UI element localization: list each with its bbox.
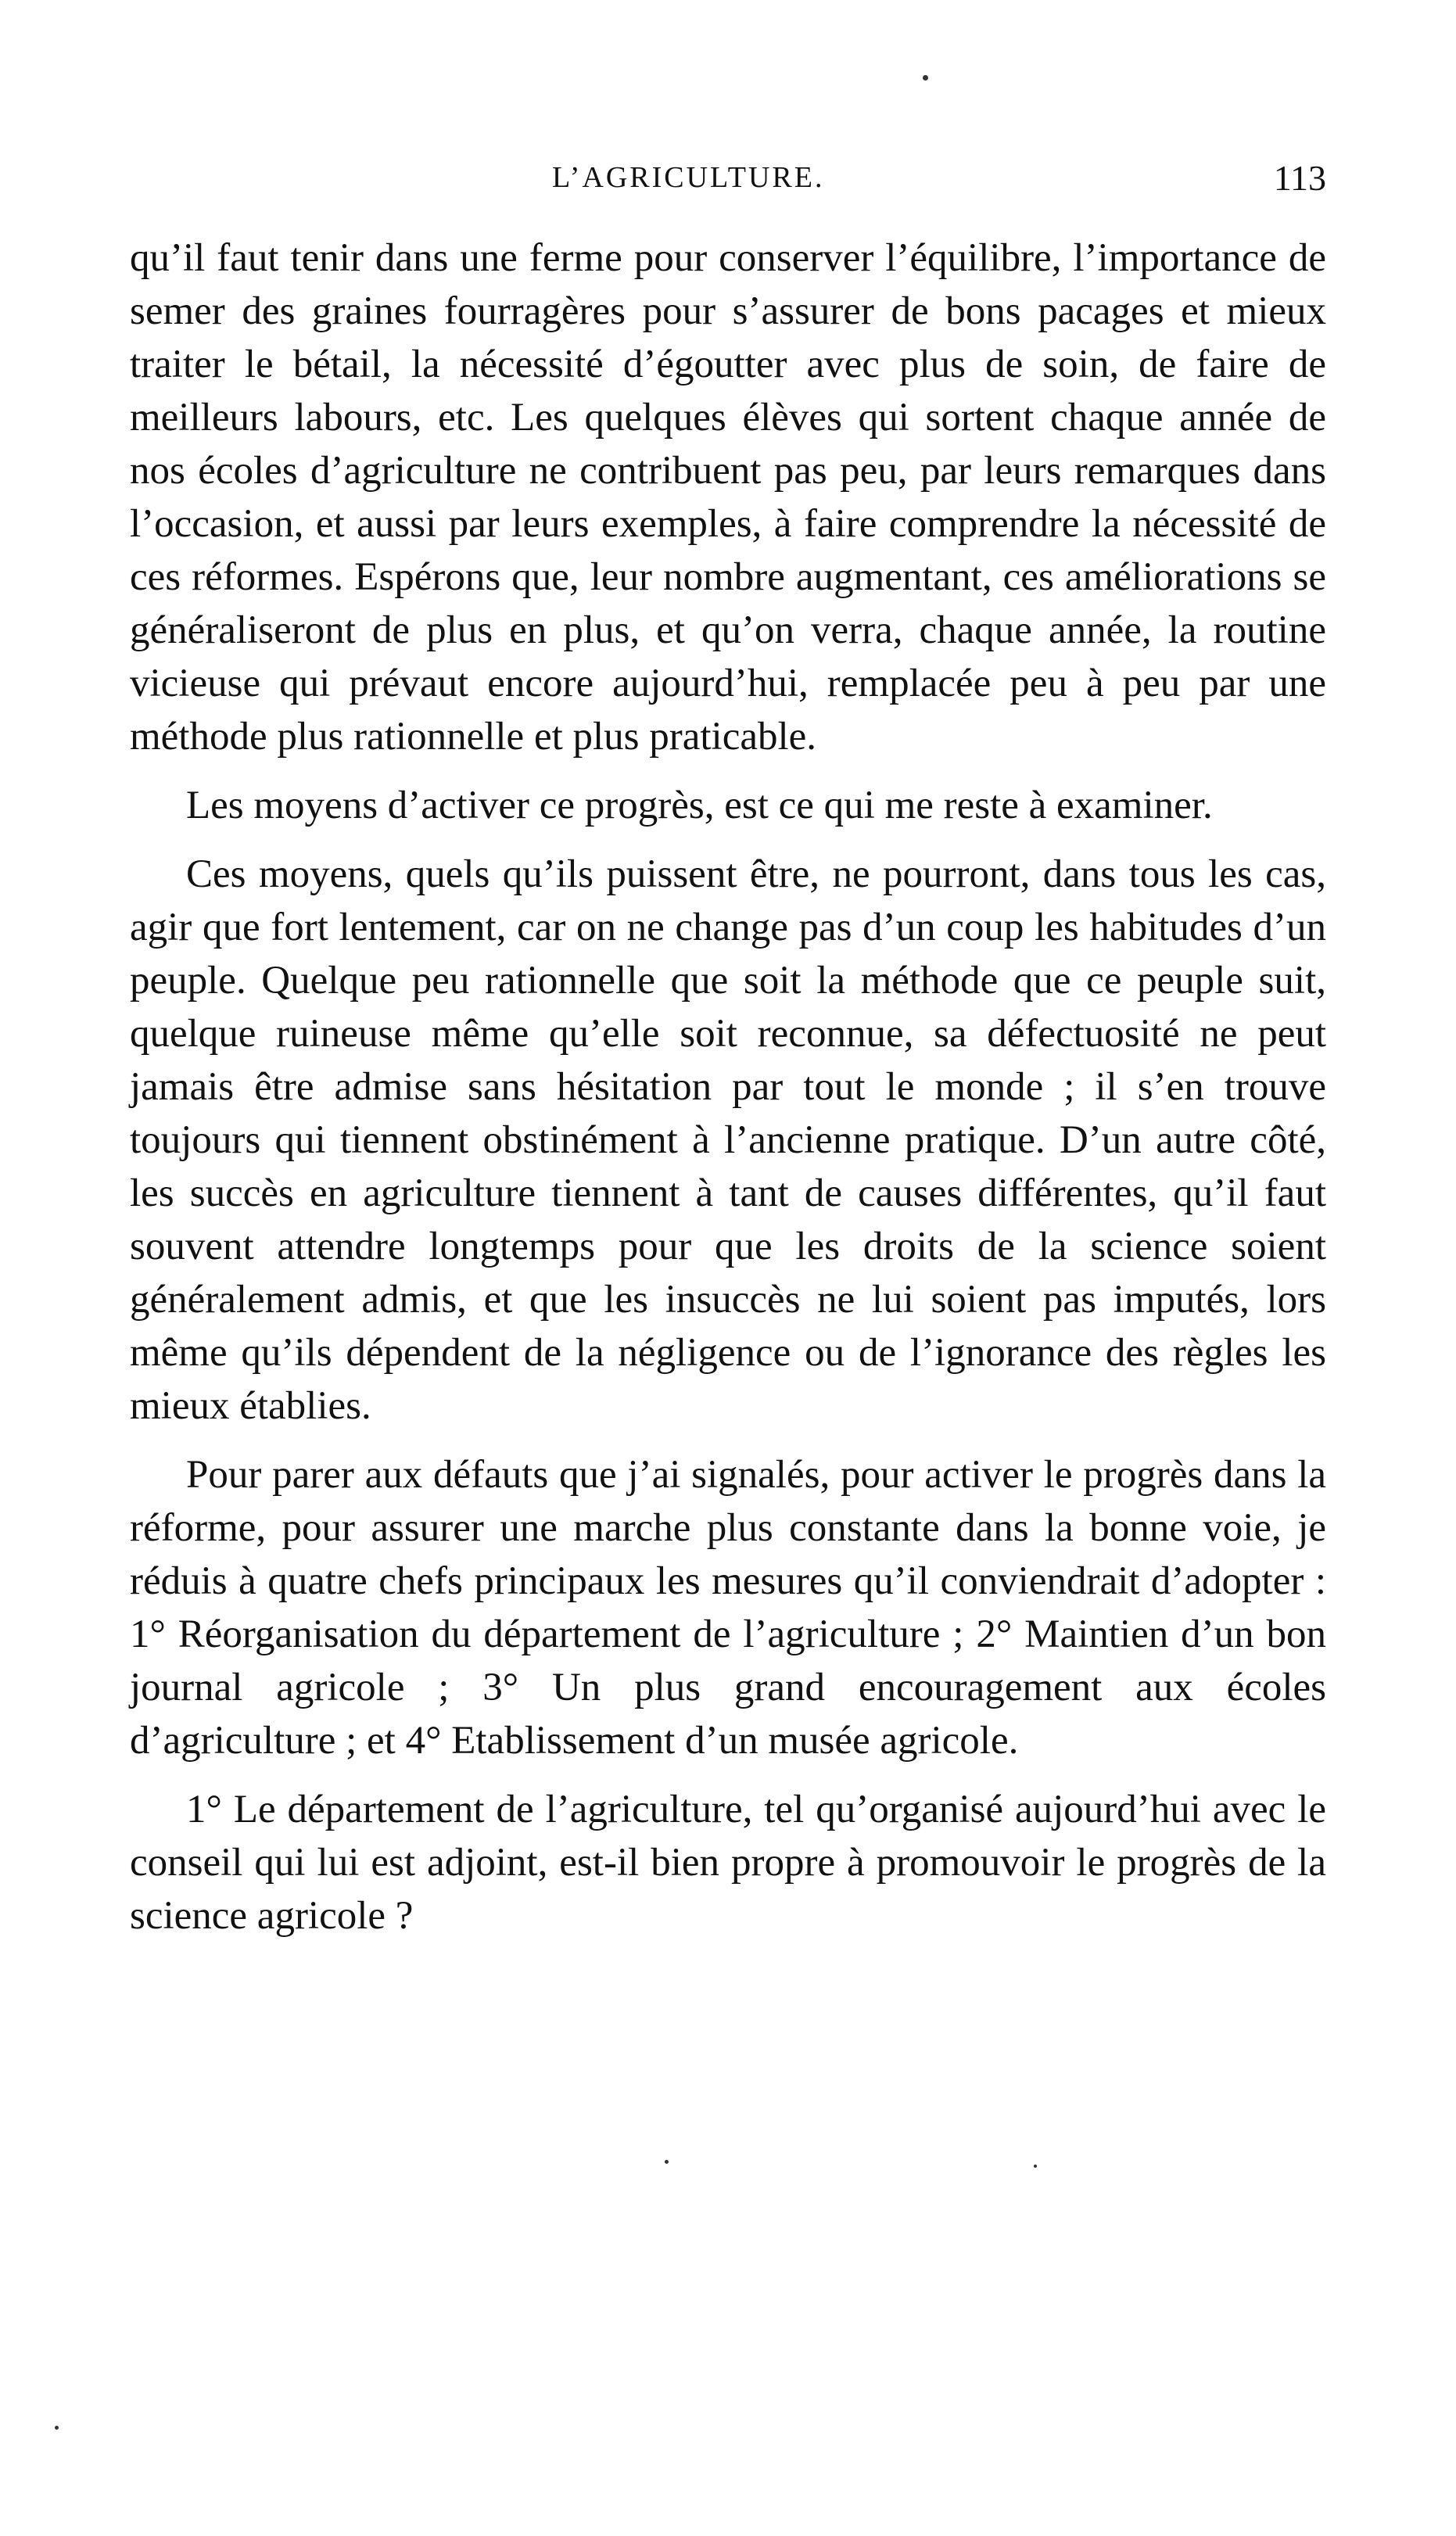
page-header xyxy=(130,160,1326,215)
running-title: L’AGRICULTURE. xyxy=(552,161,825,194)
paragraph: Les moyens d’activer ce progrès, est ce qui me reste à examiner. xyxy=(186,784,1213,827)
paragraph: Pour parer aux défauts que j’ai signalés, pour activer le progrès dans la réforme, pour assurer une marche plus constante dans la bonne voie, je réduis à quatre chefs principaux les mesures qu’il conviendrait d’adopter : 1° Réorganisation du département de l’agriculture ; 2° Maintien d’un bon journal agricole ; 3° Un plus grand encouragement aux écoles d’agriculture ; et 4° Etablissement d’un musée agricole. xyxy=(130,1453,1326,1763)
page-number: 113 xyxy=(1273,158,1326,198)
ink-speck xyxy=(665,2160,669,2164)
ink-speck xyxy=(55,2426,59,2430)
ink-speck xyxy=(923,75,928,81)
ink-speck xyxy=(1034,2165,1037,2168)
paragraph: qu’il faut tenir dans une ferme pour conserver l’équilibre, l’importance de semer des graines fourragères pour s’assurer de bons pacages et mieux traiter le bétail, la nécessité d’égoutter avec plus de soin, de faire de meilleurs labours, etc. Les quelques élèves qui sortent chaque année de nos écoles d’agriculture ne contribuent pas peu, par leurs remarques dans l’occasion, et aussi par leurs exemples, à faire comprendre la nécessité de ces réformes. Espérons que, leur nombre augmentant, ces améliorations se généraliseront de plus en plus, et qu’on verra, chaque année, la routine vicieuse qui prévaut encore aujourd’hui, remplacée peu à peu par une méthode plus rationnelle et plus praticable. xyxy=(130,236,1326,759)
body-text xyxy=(130,231,1326,1942)
paragraph: 1° Le département de l’agriculture, tel qu’organisé aujourd’hui avec le conseil qui lui est adjoint, est-il bien propre à promouvoir le progrès de la science agricole ? xyxy=(130,1788,1326,1938)
paragraph: Ces moyens, quels qu’ils puissent être, ne pourront, dans tous les cas, agir que fort lentement, car on ne change pas d’un coup les habitudes d’un peuple. Quelque peu rationnelle que soit la méthode que ce peuple suit, quelque ruineuse même qu’elle soit reconnue, sa défectuosité ne peut jamais être admise sans hésitation par tout le monde ; il s’en trouve toujours qui tiennent obstinément à l’ancienne pratique. D’un autre côté, les succès en agriculture tiennent à tant de causes différentes, qu’il faut souvent attendre longtemps pour que les droits de la science soient généralement admis, et que les insuccès ne lui soient pas imputés, lors même qu’ils dépendent de la négligence ou de l’ignorance des règles les mieux établies. xyxy=(130,852,1326,1428)
